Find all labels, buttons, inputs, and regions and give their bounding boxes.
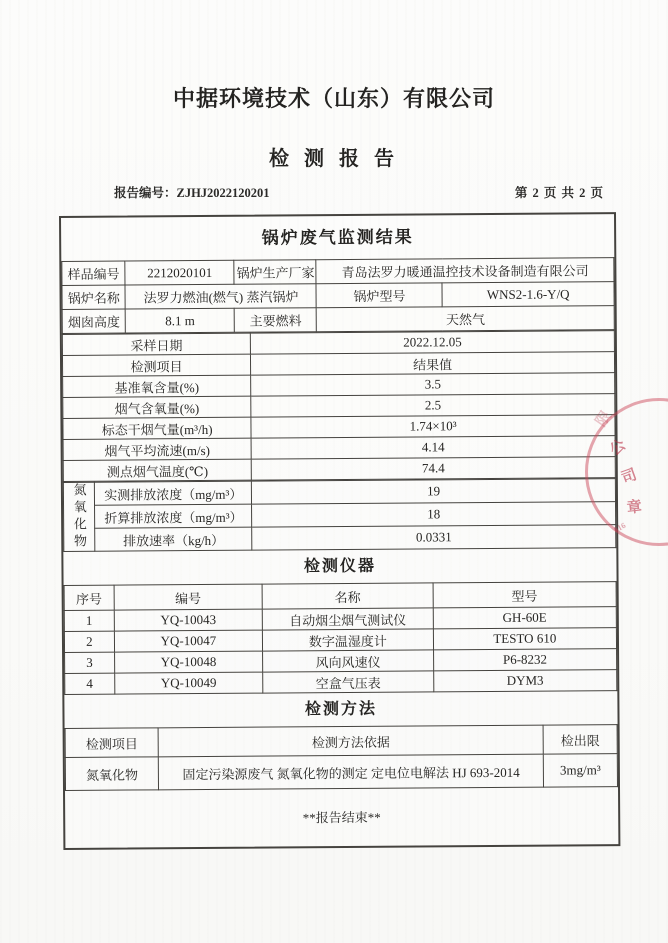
sample-no-value: 2212020101: [125, 260, 234, 285]
nox-group-label: 氮氧化物: [63, 482, 95, 551]
instrument-model: P6-8232: [433, 649, 616, 671]
col-header-limit: 检出限: [543, 725, 617, 755]
col-header-seq: 序号: [64, 585, 114, 610]
nox-row-value: 19: [252, 479, 616, 505]
result-value: 2022.12.05: [251, 331, 615, 355]
boiler-name-label: 锅炉名称: [62, 285, 126, 309]
stack-height-label: 烟囱高度: [62, 309, 126, 333]
seal-digits: 016: [612, 520, 628, 535]
fuel-value: 天然气: [317, 306, 615, 332]
report-number: 报告编号：ZJHJ2022120201: [114, 186, 270, 200]
method-item: 氮氧化物: [65, 757, 159, 791]
instrument-seq: 4: [65, 673, 115, 694]
instrument-model: TESTO 610: [433, 628, 616, 650]
fuel-label: 主要燃料: [234, 308, 316, 333]
result-label: 烟气平均流速(m/s): [63, 438, 251, 460]
boiler-model-label: 锅炉型号: [316, 283, 442, 308]
methods-table: [65, 724, 618, 791]
instrument-code: YQ-10049: [114, 672, 263, 694]
seal-char: 章: [626, 499, 643, 517]
nox-row-label: 折算排放浓度（mg/m³）: [95, 504, 252, 528]
method-basis: 固定污染源废气 氮氧化物的测定 定电位电解法 HJ 693-2014: [159, 754, 544, 790]
manufacturer-label: 锅炉生产厂家: [234, 260, 316, 285]
manufacturer-value: 青岛法罗力暖通温控技术设备制造有限公司: [316, 258, 614, 284]
table-row: [65, 754, 617, 791]
results-table: [62, 330, 616, 482]
methods-title: 检测方法: [304, 700, 378, 719]
monitoring-results-table: [59, 212, 620, 850]
result-value: 74.4: [251, 457, 615, 481]
result-value: 1.74×10³: [251, 415, 615, 439]
table-row: [64, 525, 616, 552]
result-value: 3.5: [251, 373, 615, 397]
col-header-code: 编号: [114, 584, 263, 610]
table-header-row: [65, 725, 617, 758]
stack-height-value: 8.1 m: [126, 308, 235, 333]
table-row: [62, 306, 614, 334]
table-title: 锅炉废气监测结果: [261, 227, 414, 248]
nox-row-label: 实测排放浓度（mg/m³）: [95, 481, 252, 505]
seal-char: 限: [593, 408, 615, 430]
instrument-model: GH-60E: [433, 607, 616, 629]
seal-char: 司: [619, 466, 640, 488]
nox-table: [63, 478, 616, 552]
instruments-title: 检测仪器: [303, 557, 377, 576]
report-title: 检 测 报 告: [269, 148, 399, 170]
sample-no-label: 样品编号: [62, 261, 126, 285]
result-value: 结果值: [251, 352, 615, 376]
boiler-info-table: [61, 257, 614, 334]
seal-char: 公: [607, 437, 630, 460]
instrument-code: YQ-10047: [114, 630, 263, 652]
instrument-name: 空盒气压表: [263, 671, 434, 693]
instrument-seq: 3: [65, 652, 115, 673]
col-header-basis: 检测方法依据: [158, 725, 543, 757]
col-header-name: 名称: [262, 583, 433, 609]
instrument-name: 自动烟尘烟气测试仪: [262, 608, 433, 630]
result-label: 烟气含氧量(%): [63, 396, 251, 418]
company-name: 中据环境技术（山东）有限公司: [172, 86, 495, 111]
instrument-seq: 2: [64, 631, 114, 652]
result-label: 采样日期: [62, 333, 250, 355]
boiler-name-value: 法罗力燃油(燃气) 蒸汽锅炉: [125, 284, 316, 309]
col-header-model: 型号: [433, 582, 616, 608]
nox-row-label: 排放速率（kg/h）: [95, 527, 252, 551]
instrument-seq: 1: [64, 610, 114, 631]
col-header-item: 检测项目: [65, 728, 158, 758]
result-label: 标态干烟气量(m³/h): [63, 417, 251, 439]
instrument-model: DYM3: [433, 670, 616, 692]
boiler-model-value: WNS2-1.6-Y/Q: [442, 282, 614, 307]
table-header-row: [64, 582, 616, 611]
report-meta: [59, 183, 616, 201]
result-label: 基准氧含量(%): [63, 375, 251, 397]
result-value: 2.5: [251, 394, 615, 418]
nox-row-value: 0.0331: [252, 525, 616, 551]
instrument-code: YQ-10043: [114, 609, 263, 631]
page-indicator: 第 2 页 共 2 页: [514, 186, 604, 200]
nox-row-value: 18: [252, 502, 616, 528]
report-end-note: **报告结束**: [302, 809, 381, 826]
result-value: 4.14: [251, 436, 615, 460]
method-limit: 3mg/m³: [543, 754, 617, 788]
result-label: 检测项目: [62, 354, 250, 376]
result-label: 测点烟气温度(℃): [63, 459, 251, 481]
instrument-name: 风向风速仪: [263, 650, 434, 672]
instrument-name: 数字温湿度计: [263, 629, 434, 651]
instrument-code: YQ-10048: [114, 651, 263, 673]
instruments-table: [64, 581, 618, 695]
